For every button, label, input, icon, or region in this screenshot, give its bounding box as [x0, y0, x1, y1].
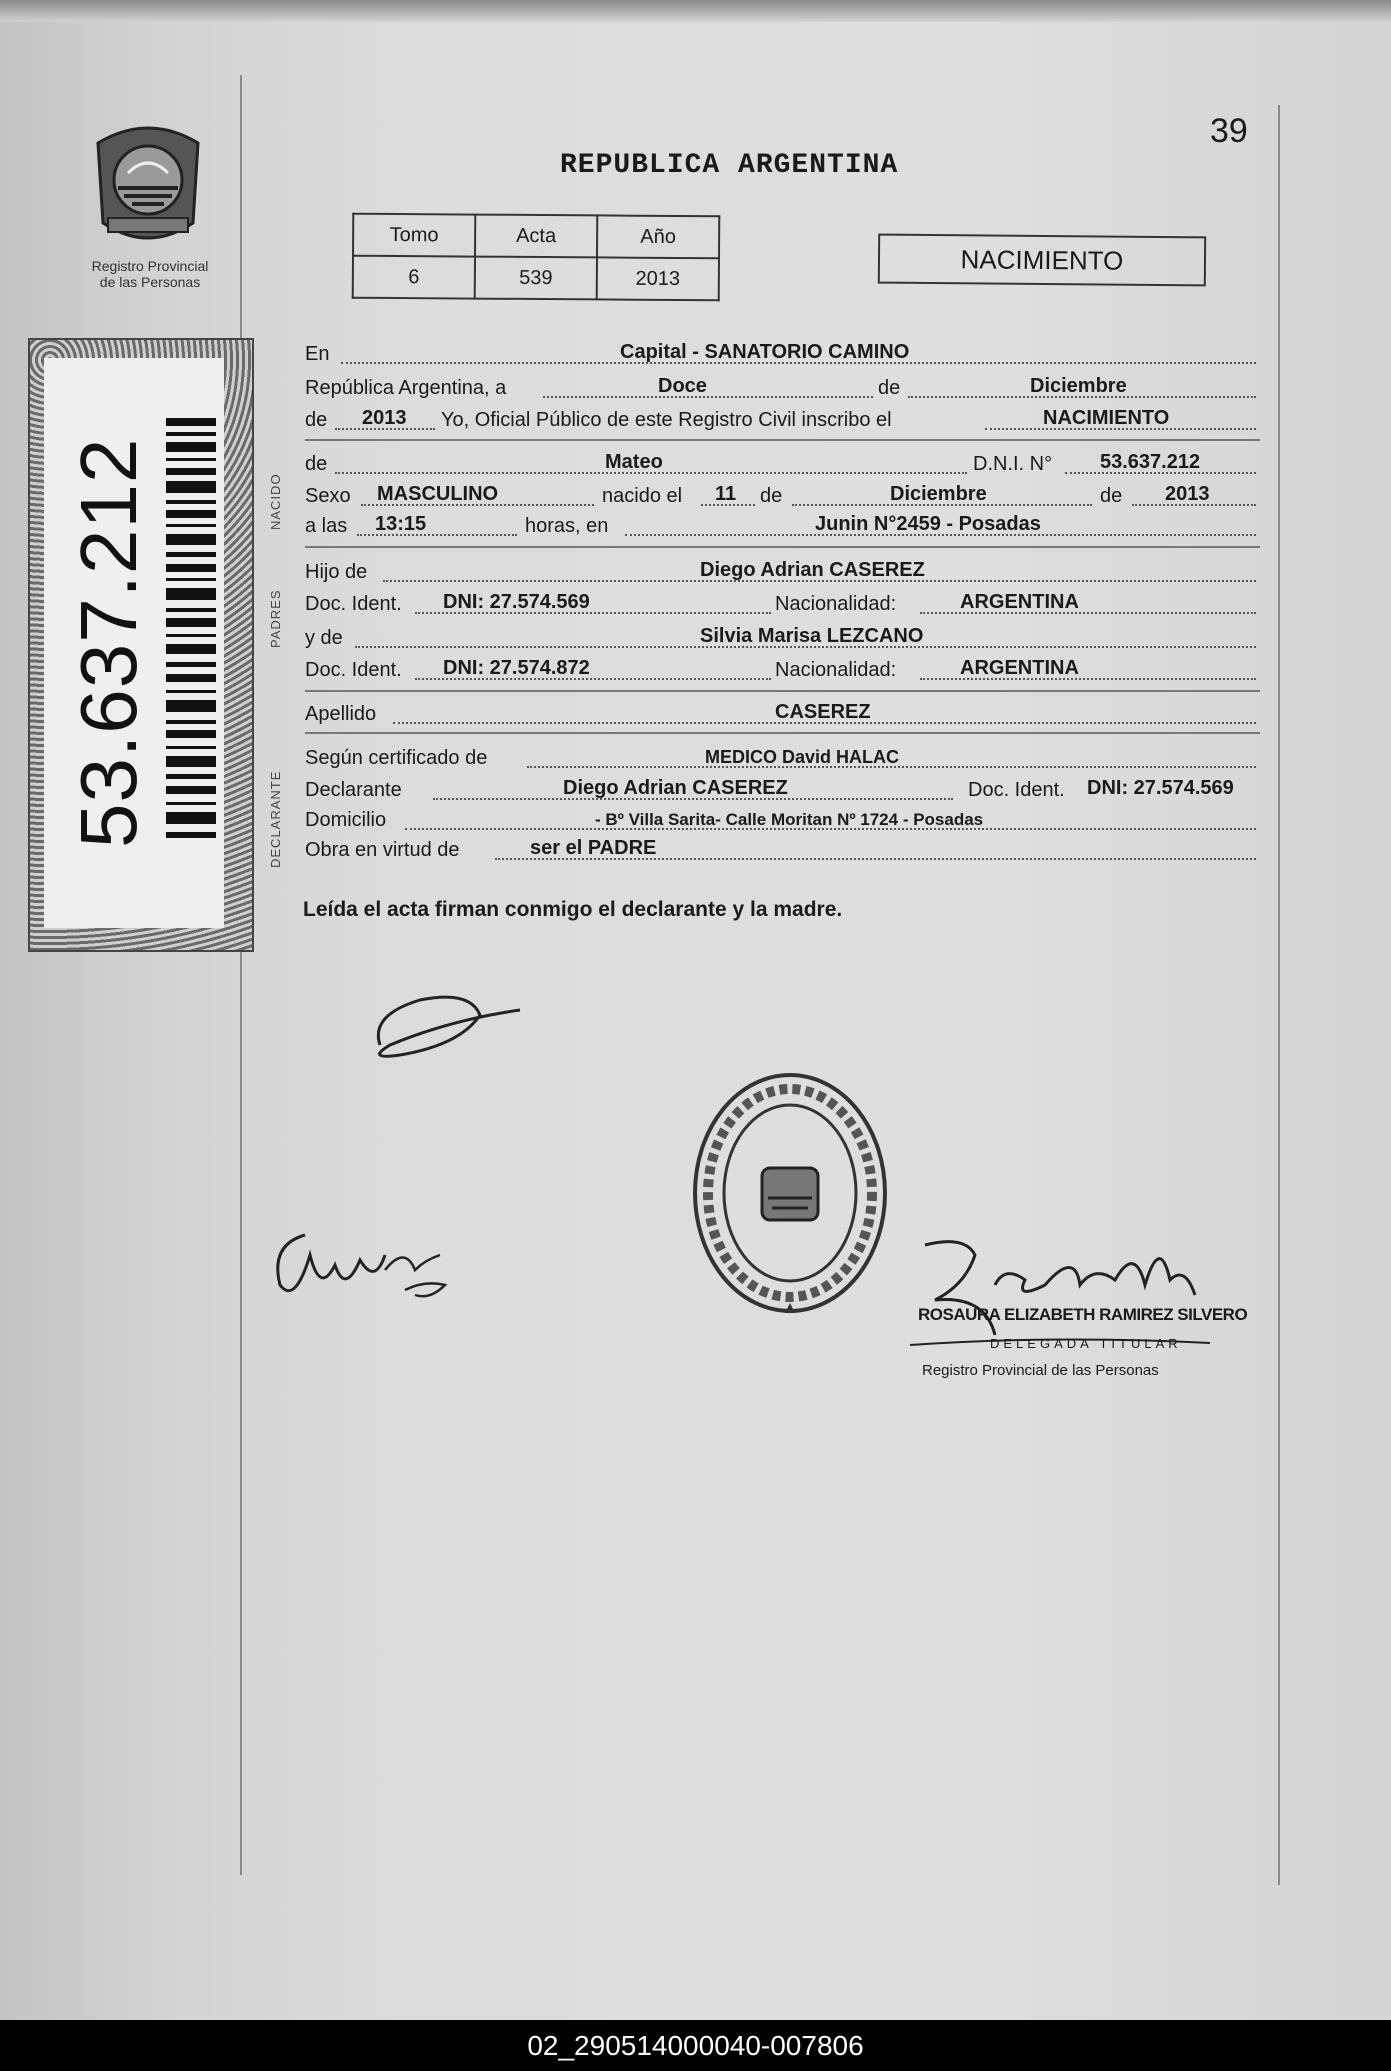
value-mother-doc: DNI: 27.574.872 [443, 657, 590, 679]
label-hijo: Hijo de [305, 561, 368, 583]
mother-signature-icon [265, 1215, 475, 1325]
label-de: de [1100, 485, 1123, 507]
value-birth-month: Diciembre [890, 483, 987, 505]
value-declarant-doc: DNI: 27.574.569 [1087, 777, 1234, 799]
ref-header-acta: Acta [475, 215, 597, 258]
label-y-de: y de [305, 627, 343, 649]
label-en: En [305, 343, 330, 365]
label-sexo: Sexo [305, 485, 351, 507]
section-divider [305, 439, 1260, 441]
label-dni: D.N.I. N° [973, 453, 1053, 475]
value-day: Doce [658, 375, 707, 397]
section-divider [305, 732, 1260, 734]
label-nacionalidad: Nacionalidad: [775, 659, 897, 681]
value-birth-place: Junin N°2459 - Posadas [815, 513, 1041, 535]
page-number: 39 [1210, 112, 1248, 150]
right-margin-line [1278, 105, 1280, 1885]
label-apellido: Apellido [305, 703, 377, 725]
label-de: de [878, 377, 901, 399]
provincial-seal-icon [88, 118, 208, 248]
value-event: NACIMIENTO [1043, 407, 1170, 429]
side-label-padres: PADRES [268, 589, 283, 648]
country-heading: REPUBLICA ARGENTINA [560, 150, 899, 181]
label-obra: Obra en virtud de [305, 839, 460, 861]
side-label-declarante: DECLARANTE [268, 770, 283, 868]
sticker-inner [44, 358, 224, 928]
label-a-las: a las [305, 515, 348, 537]
closing-statement: Leída el acta firman conmigo el declarante y la madre. [303, 898, 843, 921]
ref-header-anio: Año [597, 215, 719, 258]
line-declarante [305, 774, 1260, 804]
line-obra [305, 834, 1260, 864]
section-divider [305, 690, 1260, 692]
value-mother-nationality: ARGENTINA [960, 657, 1079, 679]
value-surname: CASEREZ [775, 701, 871, 723]
value-father: Diego Adrian CASEREZ [700, 559, 925, 581]
top-shadow [0, 0, 1391, 22]
line-nombre [305, 448, 1260, 478]
scan-id-footer: 02_290514000040-007806 [0, 2020, 1391, 2071]
value-dni: 53.637.212 [1100, 451, 1201, 473]
officer-name: ROSAURA ELIZABETH RAMIREZ SILVERO [918, 1305, 1248, 1324]
line-madre [305, 622, 1260, 652]
officer-organization: Registro Provincial de las Personas [922, 1362, 1159, 1379]
ref-value-tomo: 6 [353, 256, 475, 299]
line-anio [305, 404, 1260, 434]
registry-line-1: Registro Provincial [91, 258, 209, 274]
value-birth-year: 2013 [1165, 483, 1210, 505]
value-place: Capital - SANATORIO CAMINO [620, 341, 910, 363]
line-certificado [305, 742, 1260, 772]
label-doc: Doc. Ident. [968, 779, 1065, 801]
label-de: de [305, 453, 328, 475]
value-father-doc: DNI: 27.574.569 [443, 591, 590, 613]
value-mother: Silvia Marisa LEZCANO [700, 625, 924, 647]
ref-header-tomo: Tomo [353, 214, 475, 257]
label-doc: Doc. Ident. [305, 593, 402, 615]
line-padre-doc [305, 588, 1260, 618]
dotted-line [543, 396, 873, 398]
record-type-box: NACIMIENTO [878, 234, 1206, 287]
value-year: 2013 [362, 407, 407, 429]
line-apellido [305, 698, 1260, 728]
label-nacido: nacido el [602, 485, 683, 507]
officer-title: DELEGADA TITULAR [990, 1336, 1182, 1351]
declarant-signature-icon [360, 975, 540, 1075]
line-hora [305, 510, 1260, 540]
value-certificate: MEDICO David HALAC [705, 747, 900, 767]
label-horas: horas, en [525, 515, 609, 537]
label-de: de [305, 409, 328, 431]
registry-name [60, 258, 240, 290]
label-oficial: Yo, Oficial Público de este Registro Civil inscribo el [441, 409, 892, 431]
reference-table [352, 213, 721, 302]
label-doc: Doc. Ident. [305, 659, 402, 681]
label-certificado: Según certificado de [305, 747, 488, 769]
official-stamp-icon [690, 1068, 890, 1328]
sticker-dni-number: 53.637.212 [64, 437, 153, 849]
value-reason: ser el PADRE [530, 837, 657, 859]
value-name: Mateo [605, 451, 663, 473]
line-en [305, 338, 1260, 368]
ref-value-anio: 2013 [597, 257, 719, 300]
label-de: de [760, 485, 783, 507]
dni-sticker [28, 338, 254, 952]
value-declarant: Diego Adrian CASEREZ [563, 777, 788, 799]
line-domicilio [305, 804, 1260, 834]
line-sexo [305, 480, 1260, 510]
value-father-nationality: ARGENTINA [960, 591, 1079, 613]
side-label-nacido: NACIDO [268, 473, 283, 530]
label-declarante: Declarante [305, 779, 402, 801]
label-nacionalidad: Nacionalidad: [775, 593, 897, 615]
value-sex: MASCULINO [377, 483, 499, 505]
section-divider [305, 546, 1260, 548]
line-hijo [305, 556, 1260, 586]
value-birth-day: 11 [715, 483, 737, 505]
value-hour: 13:15 [375, 513, 427, 535]
label-republica: República Argentina, a [305, 377, 507, 399]
barcode-icon [166, 418, 216, 848]
value-address: - Bº Villa Sarita- Calle Moritan Nº 1724 - Posadas [595, 810, 984, 829]
label-domicilio: Domicilio [305, 809, 387, 831]
line-madre-doc [305, 654, 1260, 684]
ref-value-acta: 539 [475, 257, 597, 300]
registry-line-2: de las Personas [99, 274, 201, 290]
value-month: Diciembre [1030, 375, 1127, 397]
line-fecha [305, 372, 1260, 402]
